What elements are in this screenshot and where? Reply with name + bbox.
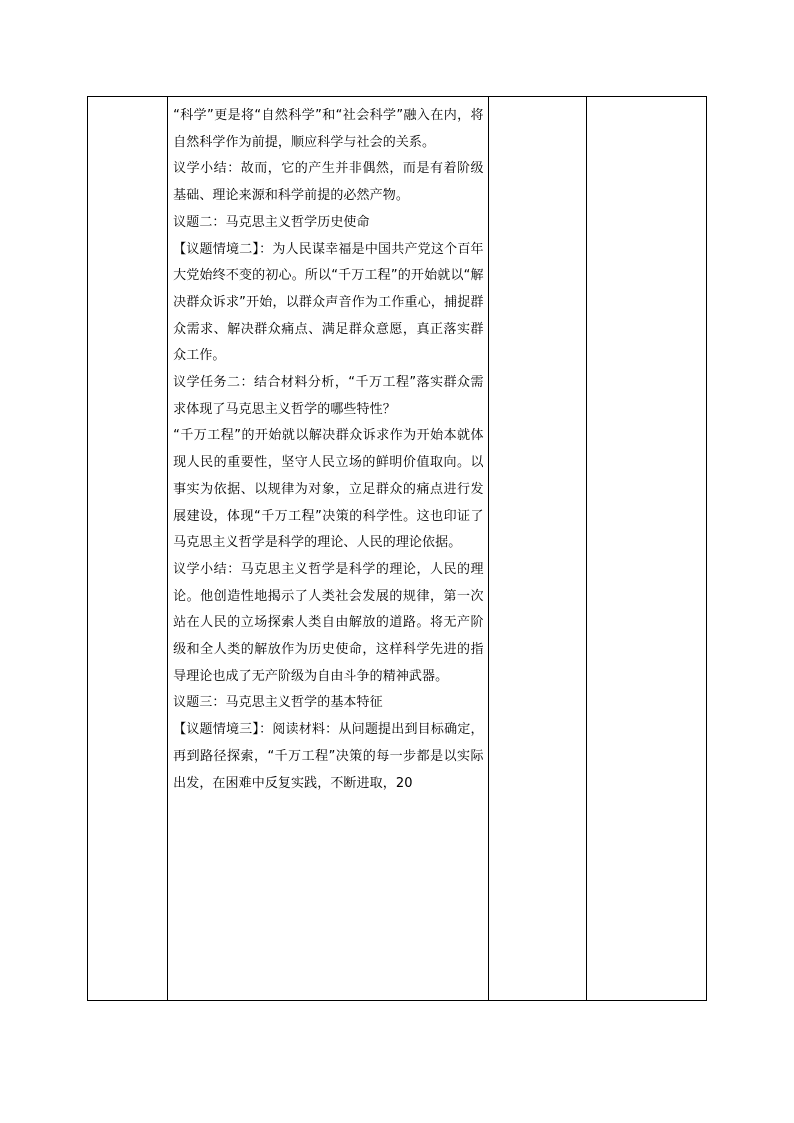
lesson-plan-table <box>87 96 707 1001</box>
paragraph-scenario-three: 【议题情境三】：阅读材料：从问题提出到目标确定，再到路径探索，“千万工程”决策的每一步都是以实际出发，在困难中反复实践，不断进取，20 <box>173 722 484 791</box>
third-empty-cell <box>488 97 586 1001</box>
paragraph-task-two: 议学任务二：结合材料分析，“千万工程”落实群众需求体现了马克思主义哲学的哪些特性？ <box>173 375 484 417</box>
paragraph-summary-one: 议学小结：故而，它的产生并非偶然，而是有着阶级基础、理论来源和科学前提的必然产物。 <box>173 161 484 204</box>
right-empty-cell <box>586 97 706 1001</box>
heading-topic-two: 议题二：马克思主义哲学历史使命 <box>173 214 370 230</box>
paragraph-scenario-two: 【议题情境二】：为人民谋幸福是中国共产党这个百年大党始终不变的初心。所以“千万工程”的开始就以“解决群众诉求”开始，以群众声音作为工作重心，捕捉群众需求、解决群众痛点、满足群众意愿，真正落实群众工作。 <box>173 241 484 364</box>
left-empty-cell <box>88 97 168 1001</box>
table-row <box>88 97 707 1001</box>
heading-topic-three: 议题三：马克思主义哲学的基本特征 <box>173 695 383 711</box>
paragraph-science-integration: “科学”更是将“自然科学”和“社会科学”融入在内，将自然科学作为前提，顺应科学与社会的关系。 <box>173 108 484 150</box>
paragraph-summary-two: 议学小结：马克思主义哲学是科学的理论，人民的理论。他创造性地揭示了人类社会发展的规律，第一次站在人民的立场探索人类自由解放的道路。将无产阶级和全人类的解放作为历史使命，这样科学先进的指导理论也成了无产阶级为自由斗争的精神武器。 <box>173 561 484 684</box>
teaching-content-cell <box>168 97 489 1001</box>
paragraph-task-two-answer: “千万工程”的开始就以解决群众诉求作为开始本就体现人民的重要性，坚守人民立场的鲜明价值取向。以事实为依据、以规律为对象，立足群众的痛点进行发展建设，体现“千万工程”决策的科学性。这也印证了马克思主义哲学是科学的理论、人民的理论依据。 <box>173 428 484 551</box>
teaching-content <box>168 97 488 797</box>
